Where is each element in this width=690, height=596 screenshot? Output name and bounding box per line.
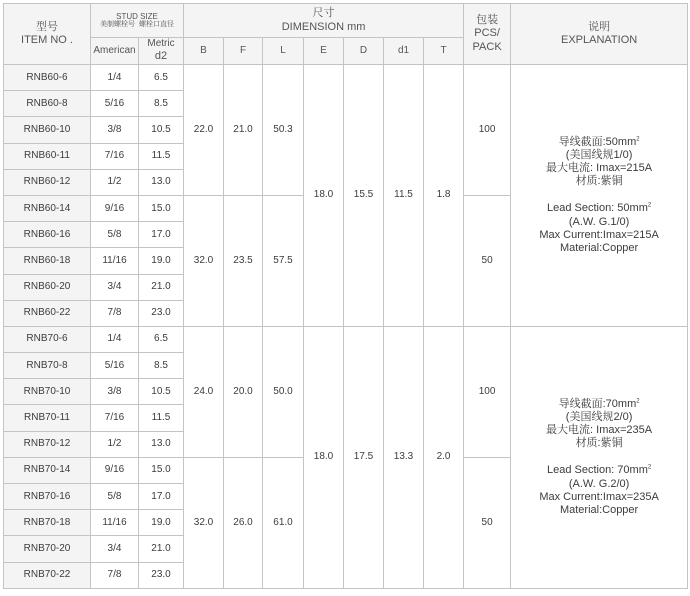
exp-en-section-sup: 2 — [647, 202, 652, 209]
item-number: RNB60-14 — [4, 195, 91, 221]
metric-size: 23.0 — [139, 300, 184, 326]
exp-en-section — [511, 202, 687, 215]
exp-zh-awg: (美国线规1/0) — [565, 148, 633, 161]
dim-f-cell: 20.0 — [224, 326, 263, 457]
explanation-cell — [511, 65, 688, 327]
header-stud-zh — [91, 21, 183, 29]
item-number: RNB60-20 — [4, 274, 91, 300]
metric-size: 21.0 — [139, 536, 184, 562]
header-col-l: L — [263, 38, 304, 65]
item-number: RNB60-22 — [4, 300, 91, 326]
american-size: 11/16 — [91, 510, 139, 536]
exp-zh-section-sup: 2 — [636, 136, 640, 143]
dim-b-cell: 32.0 — [184, 195, 224, 326]
header-metric-sub: d2 — [154, 50, 168, 63]
header-metric-label: Metric — [147, 38, 175, 50]
american-size: 3/8 — [91, 117, 139, 143]
exp-en-section-text: Lead Section: 70mm — [546, 464, 648, 477]
metric-size: 13.0 — [139, 431, 184, 457]
item-number: RNB70-8 — [4, 353, 91, 379]
header-col-f: F — [224, 38, 263, 65]
metric-size: 17.0 — [139, 222, 184, 248]
exp-zh-section-text: 导线截面:70mm — [558, 397, 637, 410]
header-col-d1: d1 — [384, 38, 424, 65]
american-size: 7/16 — [91, 143, 139, 169]
exp-en-section-sup: 2 — [647, 464, 652, 471]
exp-en-section — [511, 464, 687, 477]
dim-l-cell: 61.0 — [263, 457, 304, 588]
exp-zh-current: 最大电流: Imax=235A — [546, 423, 653, 436]
exp-zh-section-text: 导线截面:50mm — [558, 135, 637, 148]
american-size: 9/16 — [91, 457, 139, 483]
exp-zh-section-sup: 2 — [636, 397, 640, 404]
exp-zh-material: 材质:紫铜 — [575, 437, 623, 450]
american-size: 3/4 — [91, 536, 139, 562]
american-size: 7/8 — [91, 300, 139, 326]
header-row-top — [4, 4, 688, 38]
header-col-e: E — [304, 38, 344, 65]
dim-b-cell: 22.0 — [184, 65, 224, 196]
american-size: 7/8 — [91, 562, 139, 588]
dim-d1-cell: 11.5 — [384, 65, 424, 327]
item-number: RNB60-16 — [4, 222, 91, 248]
exp-zh-section — [511, 136, 687, 149]
header-exp-zh: 说明 — [588, 20, 611, 33]
spec-table — [3, 3, 688, 589]
exp-en-awg: (A.W. G.1/0) — [568, 215, 630, 228]
american-size: 11/16 — [91, 248, 139, 274]
header-dimension — [184, 4, 464, 38]
item-number: RNB70-16 — [4, 484, 91, 510]
dim-f-cell: 23.5 — [224, 195, 263, 326]
dim-e-cell: 18.0 — [304, 326, 344, 588]
item-number: RNB60-12 — [4, 169, 91, 195]
dim-l-cell: 50.0 — [263, 326, 304, 457]
american-size: 5/16 — [91, 91, 139, 117]
american-size: 1/2 — [91, 431, 139, 457]
metric-size: 13.0 — [139, 169, 184, 195]
pack-cell: 50 — [464, 457, 511, 588]
metric-size: 6.5 — [139, 65, 184, 91]
american-size: 5/8 — [91, 222, 139, 248]
american-size: 9/16 — [91, 195, 139, 221]
metric-size: 6.5 — [139, 326, 184, 352]
header-col-d: D — [344, 38, 384, 65]
item-number: RNB60-6 — [4, 65, 91, 91]
exp-en-current: Max Current:Imax=215A — [539, 228, 659, 241]
header-explanation — [511, 4, 688, 65]
metric-size: 15.0 — [139, 457, 184, 483]
header-metric — [139, 38, 184, 65]
exp-en-current: Max Current:Imax=235A — [539, 490, 659, 503]
dim-d-cell: 15.5 — [344, 65, 384, 327]
dim-b-cell: 24.0 — [184, 326, 224, 457]
exp-zh-awg: (美国线规2/0) — [565, 410, 633, 423]
dim-l-cell: 50.3 — [263, 65, 304, 196]
header-dim-en: DIMENSION mm — [281, 20, 366, 33]
header-item-en: ITEM NO . — [21, 34, 73, 46]
table-row — [4, 326, 688, 352]
header-pack-zh: 包装 — [476, 14, 499, 27]
metric-size: 17.0 — [139, 484, 184, 510]
metric-size: 11.5 — [139, 143, 184, 169]
exp-en-section-text: Lead Section: 50mm — [546, 202, 648, 215]
metric-size: 19.0 — [139, 510, 184, 536]
exp-en-awg: (A.W. G.2/0) — [568, 477, 630, 490]
metric-size: 8.5 — [139, 91, 184, 117]
dim-b-cell: 32.0 — [184, 457, 224, 588]
item-number: RNB60-10 — [4, 117, 91, 143]
dim-f-cell: 21.0 — [224, 65, 263, 196]
american-size: 1/2 — [91, 169, 139, 195]
dim-d-cell: 17.5 — [344, 326, 384, 588]
item-number: RNB70-20 — [4, 536, 91, 562]
american-size: 7/16 — [91, 405, 139, 431]
header-american: American — [91, 38, 139, 65]
item-number: RNB70-10 — [4, 379, 91, 405]
header-pack — [464, 4, 511, 65]
dim-f-cell: 26.0 — [224, 457, 263, 588]
dim-d1-cell: 13.3 — [384, 326, 424, 588]
metric-size: 10.5 — [139, 117, 184, 143]
pack-cell: 50 — [464, 195, 511, 326]
header-col-t: T — [424, 38, 464, 65]
header-stud-zh-am: 美制螺栓号 — [100, 21, 136, 29]
american-size: 1/4 — [91, 65, 139, 91]
item-number: RNB60-8 — [4, 91, 91, 117]
exp-zh-material: 材质:紫铜 — [575, 175, 623, 188]
header-item — [4, 4, 91, 65]
item-number: RNB70-18 — [4, 510, 91, 536]
explanation-cell — [511, 326, 688, 588]
metric-size: 19.0 — [139, 248, 184, 274]
dim-l-cell: 57.5 — [263, 195, 304, 326]
metric-size: 21.0 — [139, 274, 184, 300]
exp-zh-current: 最大电流: Imax=215A — [546, 162, 653, 175]
metric-size: 10.5 — [139, 379, 184, 405]
item-number: RNB70-14 — [4, 457, 91, 483]
american-size: 3/8 — [91, 379, 139, 405]
header-dim-zh: 尺寸 — [312, 7, 335, 20]
header-pack-en2: PACK — [472, 40, 502, 53]
header-item-zh: 型号 — [36, 20, 58, 33]
dim-t-cell: 2.0 — [424, 326, 464, 588]
item-number: RNB60-18 — [4, 248, 91, 274]
exp-spacer — [511, 450, 687, 464]
metric-size: 8.5 — [139, 353, 184, 379]
item-number: RNB60-11 — [4, 143, 91, 169]
header-stud-size — [91, 4, 184, 38]
exp-en-material: Material:Copper — [559, 503, 639, 516]
exp-spacer — [511, 188, 687, 202]
item-number: RNB70-12 — [4, 431, 91, 457]
exp-en-material: Material:Copper — [559, 242, 639, 254]
dim-e-cell: 18.0 — [304, 65, 344, 327]
exp-zh-section — [511, 398, 687, 411]
header-stud-en: STUD SIZE — [116, 11, 158, 21]
header-stud-zh-me: 螺栓口直径 — [138, 21, 174, 29]
header-pack-en1: PCS/ — [474, 27, 500, 40]
item-number: RNB70-11 — [4, 405, 91, 431]
item-number: RNB70-22 — [4, 562, 91, 588]
pack-cell: 100 — [464, 326, 511, 457]
metric-size: 11.5 — [139, 405, 184, 431]
american-size: 1/4 — [91, 326, 139, 352]
header-col-b: B — [184, 38, 224, 65]
header-exp-en: EXPLANATION — [560, 34, 638, 46]
american-size: 5/8 — [91, 484, 139, 510]
american-size: 3/4 — [91, 274, 139, 300]
item-number: RNB70-6 — [4, 326, 91, 352]
pack-cell: 100 — [464, 65, 511, 196]
metric-size: 15.0 — [139, 195, 184, 221]
american-size: 5/16 — [91, 353, 139, 379]
table-row — [4, 65, 688, 91]
dim-t-cell: 1.8 — [424, 65, 464, 327]
metric-size: 23.0 — [139, 562, 184, 588]
